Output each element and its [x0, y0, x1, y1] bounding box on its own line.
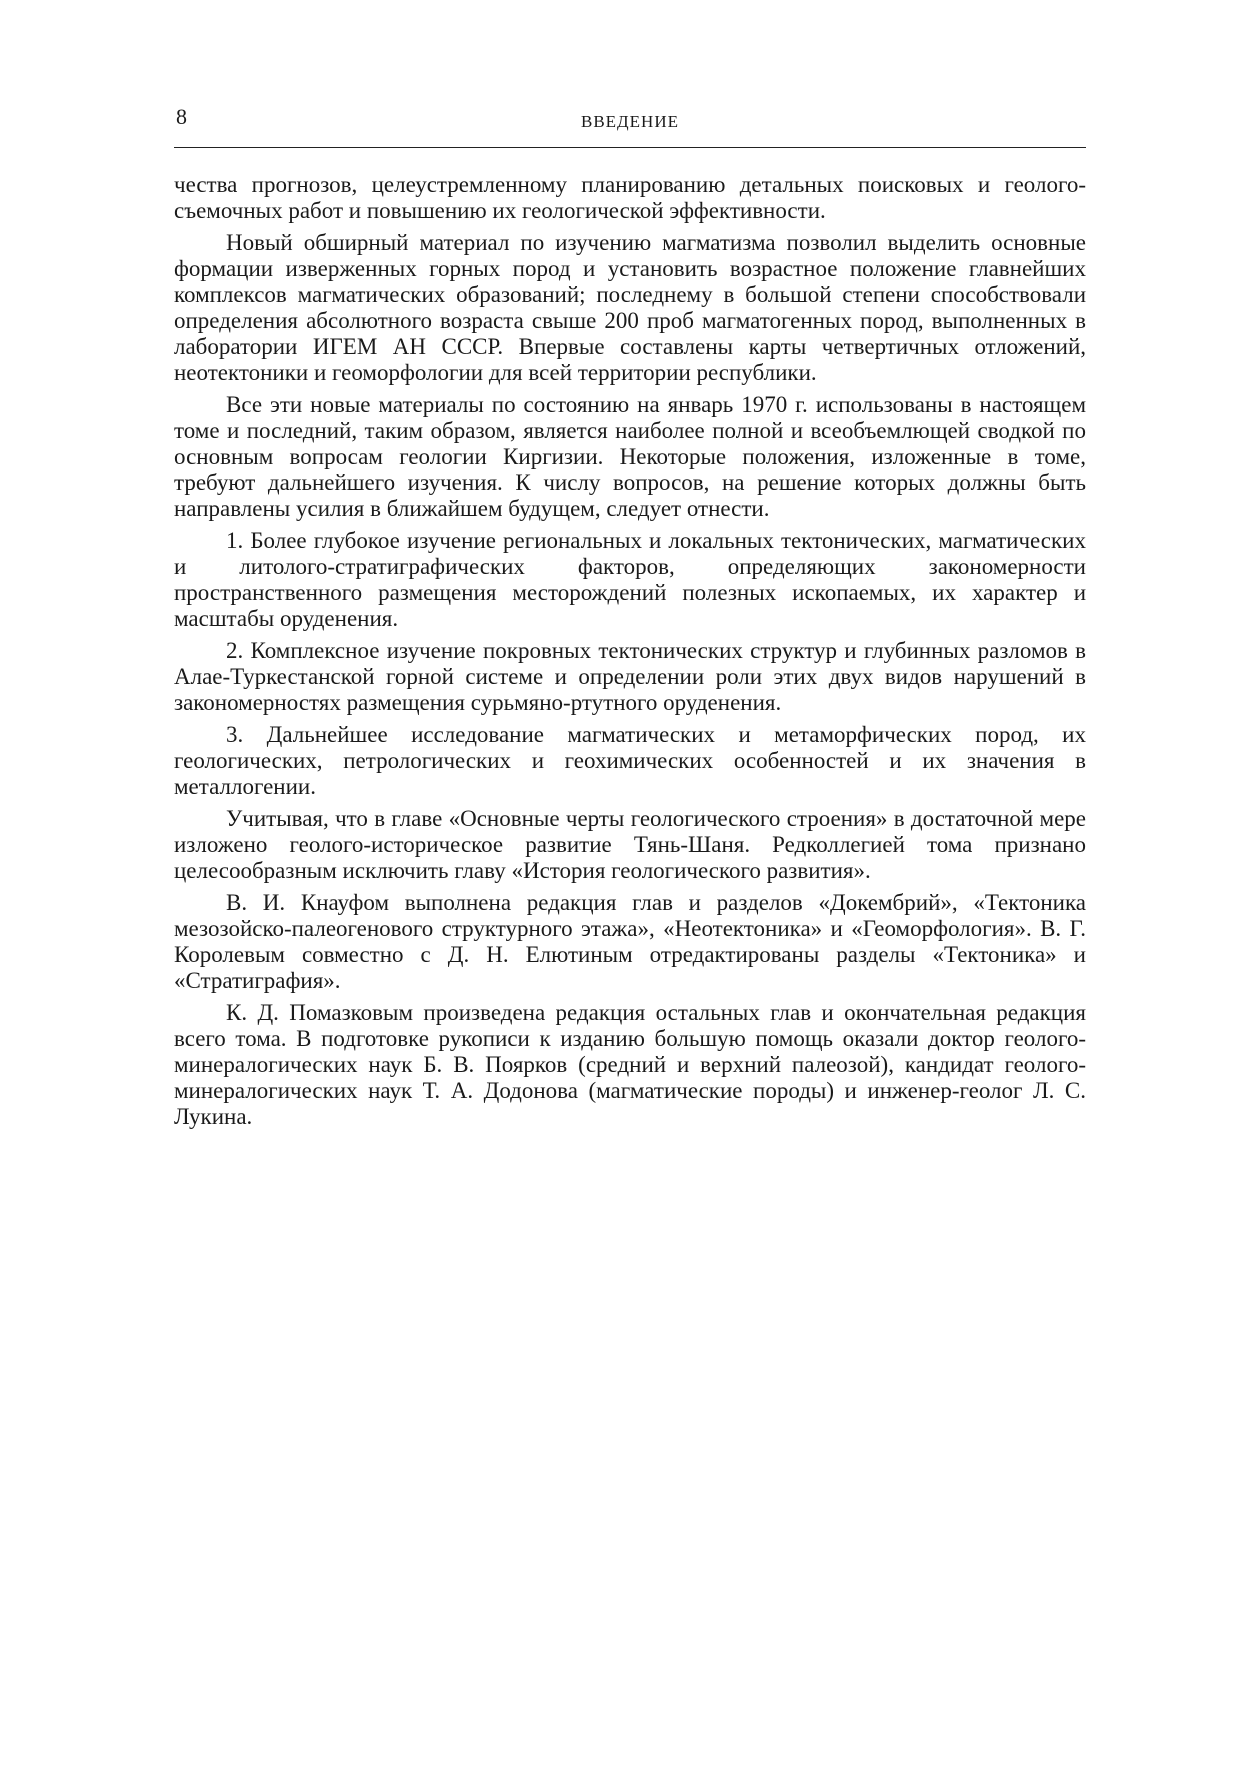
paragraph-history: Учитывая, что в главе «Основные черты геологического строения» в достаточной мере изложено геолого-историческое развитие Тянь-Шаня. Редколлегией тома признано целесообразным исключить главу «История геологического развития».	[174, 806, 1086, 883]
paragraph-continued: чества прогнозов, целеустремленному планированию детальных поисковых и геолого-съемочных работ и повышению их геологической эффективности.	[174, 172, 1086, 223]
book-page	[174, 100, 1086, 1129]
paragraph-knauf: В. И. Кнауфом выполнена редакция глав и разделов «Докембрий», «Тектоника мезозойско-палеогенового структурного этажа», «Неотектоника» и «Геоморфология». В. Г. Королевым совместно с Д. Н. Елютиным отредактированы разделы «Тектоника» и «Стратиграфия».	[174, 890, 1086, 993]
list-item-3: 3. Дальнейшее исследование магматических и метаморфических пород, их геологических, петрологических и геохимических особенностей и их значения в металлогении.	[174, 722, 1086, 799]
body-text	[174, 172, 1086, 1136]
header-rule	[174, 147, 1086, 148]
paragraph-pomazkov: К. Д. Помазковым произведена редакция остальных глав и окончательная редакция всего тома. В подготовке рукописи к изданию большую помощь оказали доктор геолого-минералогических наук Б. В. Поярков (средний и верхний палеозой), кандидат геолого-минералогических наук Т. А. Додонова (магматические породы) и инженер-геолог Л. С. Лукина.	[174, 1000, 1086, 1129]
list-item-1: 1. Более глубокое изучение региональных и локальных тектонических, магматических и литолого-стратиграфических факторов, определяющих закономерности пространственного размещения месторождений полезных ископаемых, их характер и масштабы оруденения.	[174, 528, 1086, 631]
page-number: 8	[176, 104, 187, 129]
paragraph-magmatism: Новый обширный материал по изучению магматизма позволил выделить основные формации изверженных горных пород и установить возрастное положение главнейших комплексов магматических образований; последнему в большой степени способствовали определения абсолютного возраста свыше 200 проб магматогенных пород, выполненных в лаборатории ИГЕМ АН СССР. Впервые составлены карты четвертичных отложений, неотектоники и геоморфологии для всей территории республики.	[174, 230, 1086, 385]
paragraph-materials: Все эти новые материалы по состоянию на январь 1970 г. использованы в настоящем томе и последний, таким образом, является наиболее полной и всеобъемлющей сводкой по основным вопросам геологии Киргизии. Некоторые положения, изложенные в томе, требуют дальнейшего изучения. К числу вопросов, на решение которых должны быть направлены усилия в ближайшем будущем, следует отнести.	[174, 392, 1086, 521]
running-head	[174, 100, 1086, 144]
section-title: ВВЕДЕНИЕ	[581, 112, 679, 131]
list-item-2: 2. Комплексное изучение покровных тектонических структур и глубинных разломов в Алае-Туркестанской горной системе и определении роли этих двух видов нарушений в закономерностях размещения сурьмяно-ртутного оруденения.	[174, 638, 1086, 715]
